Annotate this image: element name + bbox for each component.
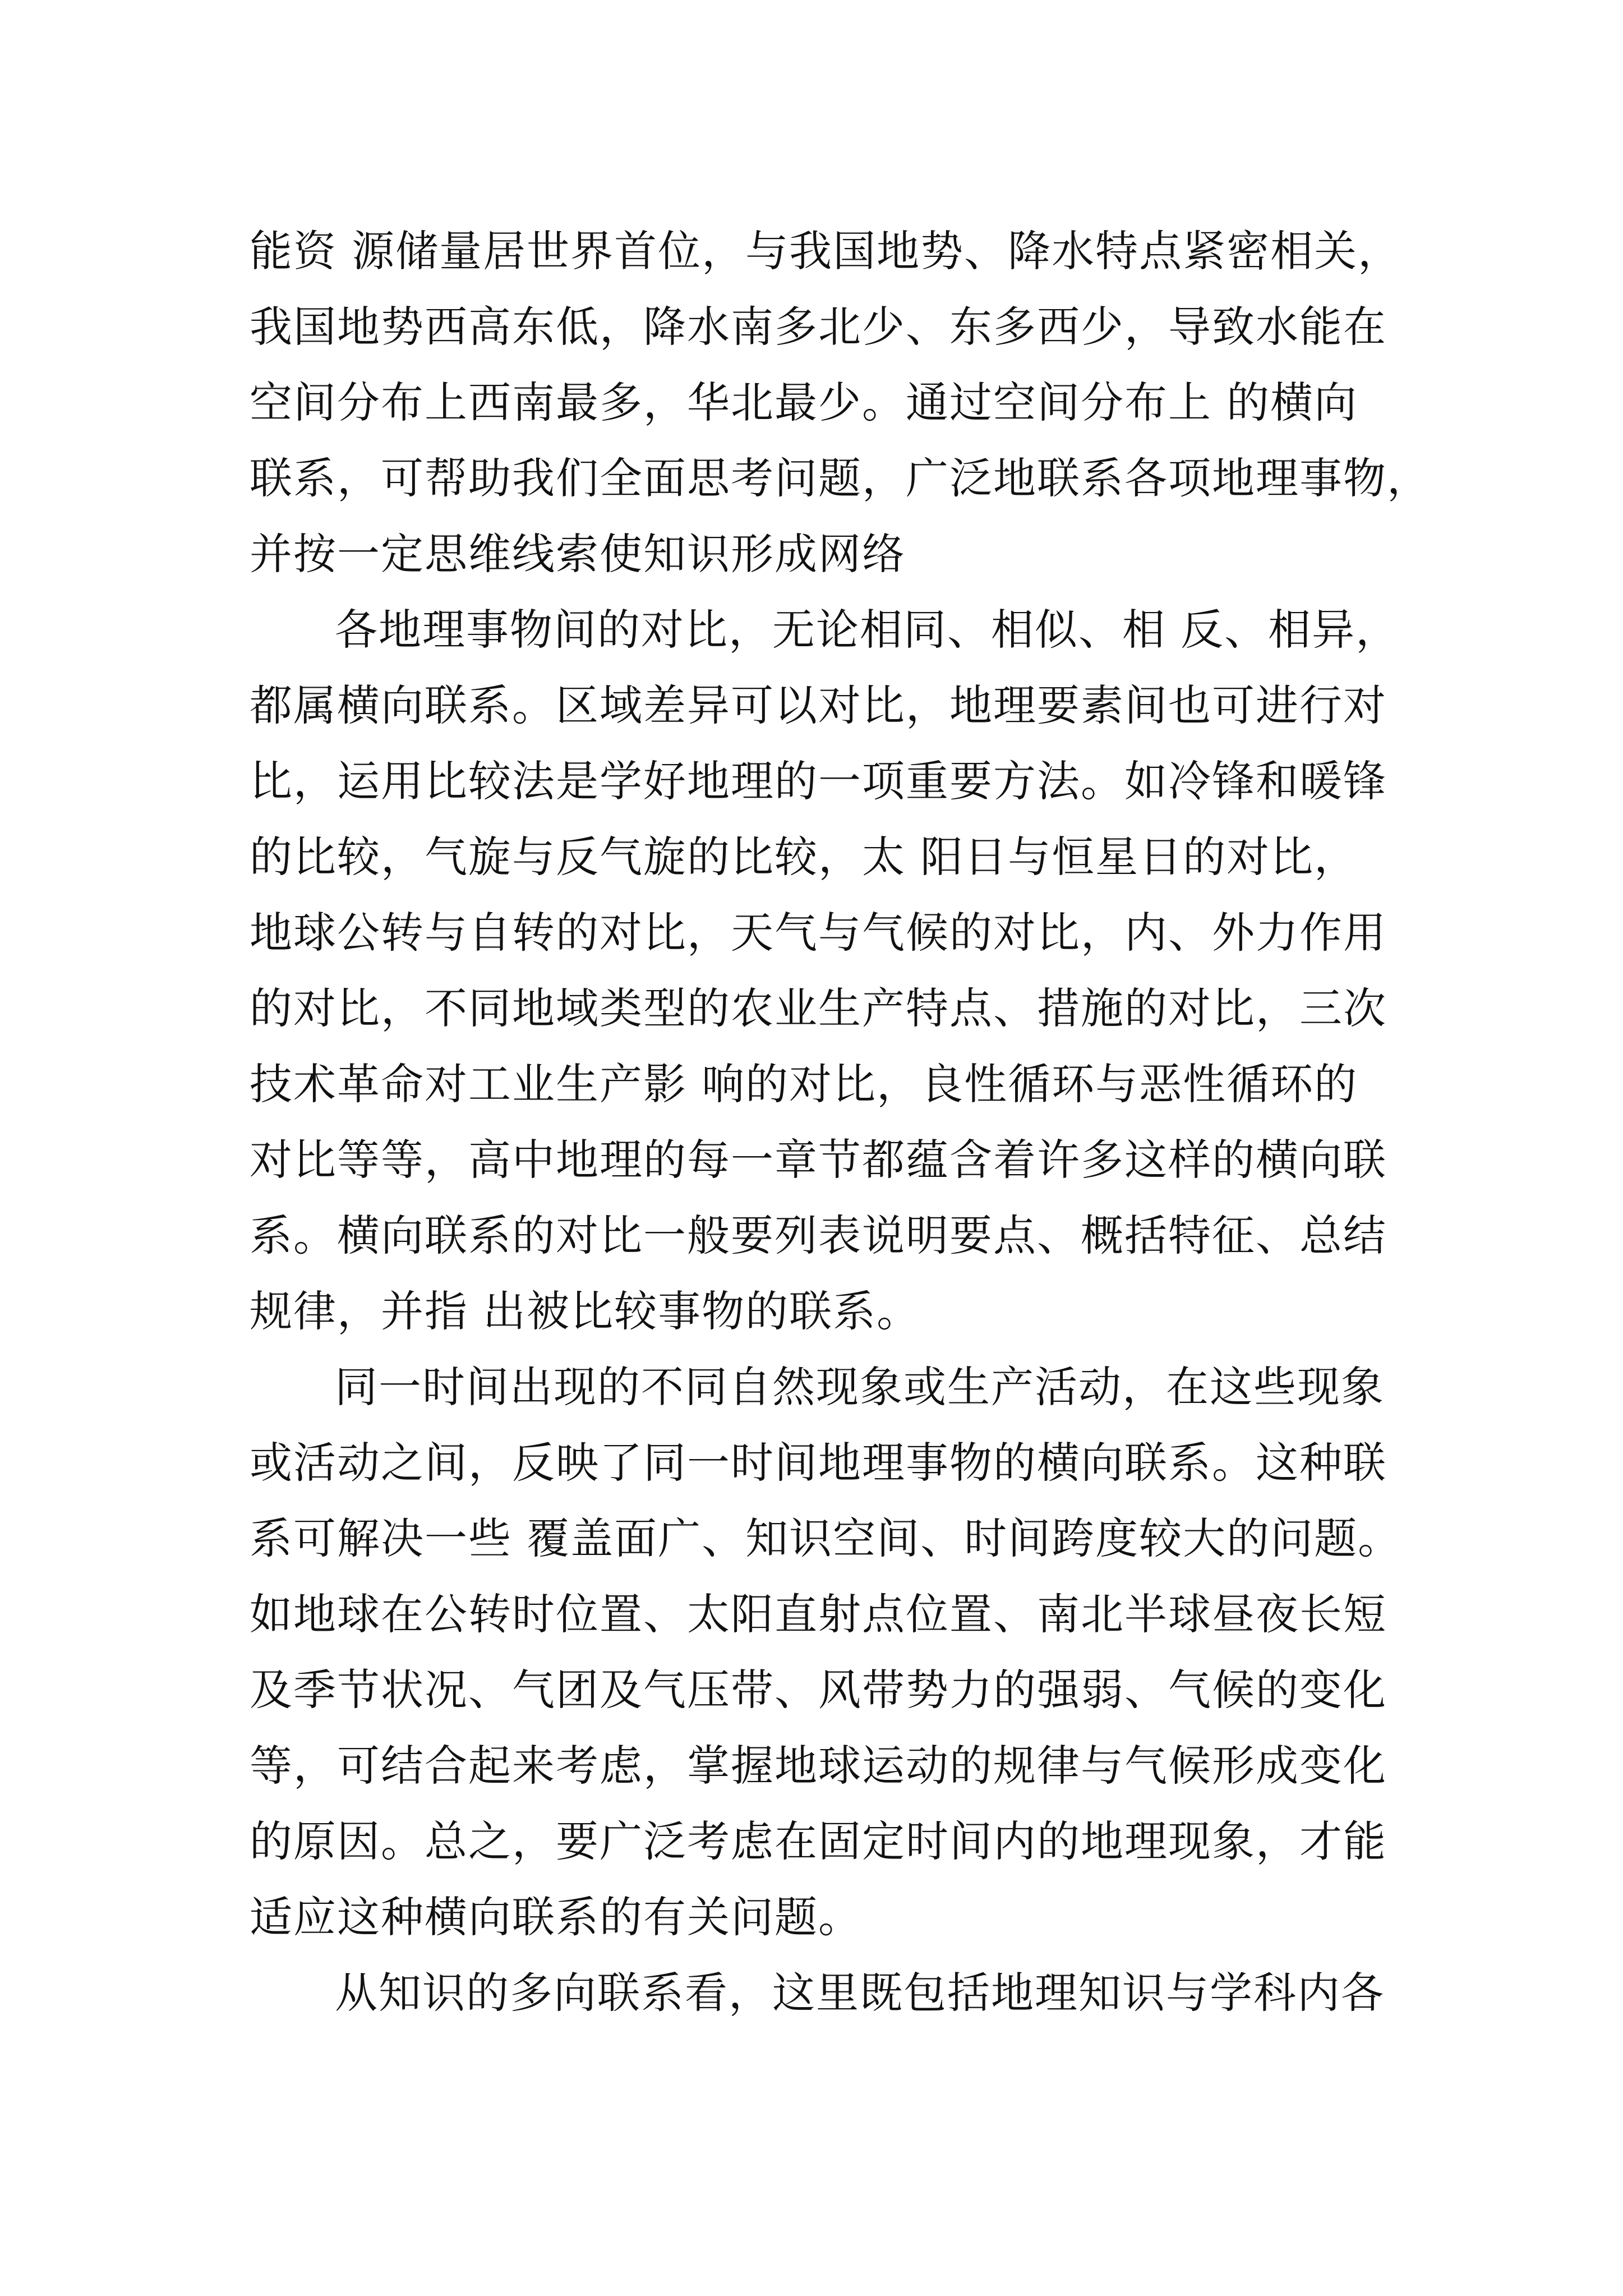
text-line: 联系，可帮助我们全面思考问题，广泛地联系各项地理事物， (250, 453, 1431, 503)
text-line: 及季节状况、气团及气压带、风带势力的强弱、气候的变化 (250, 1665, 1387, 1715)
text-line: 的比较，气旋与反气旋的比较，太 阳日与恒星日的对比， (250, 832, 1358, 882)
text-line: 的原因。总之，要广泛考虑在固定时间内的地理现象，才能 (250, 1816, 1387, 1866)
paragraph-first-line: 各地理事物间的对比，无论相同、相似、相 反、相异， (335, 605, 1400, 655)
text-line: 地球公转与自转的对比，天气与气候的对比，内、外力作用 (250, 908, 1387, 958)
paragraph-first-line: 同一时间出现的不同自然现象或生产活动，在这些现象 (335, 1362, 1385, 1412)
text-line: 系可解决一些 覆盖面广、知识空间、时间跨度较大的问题。 (250, 1513, 1402, 1563)
text-line: 技术革命对工业生产影 响的对比，良性循环与恶性循环的 (250, 1059, 1358, 1109)
text-line: 等，可结合起来考虑，掌握地球运动的规律与气候形成变化 (250, 1741, 1387, 1791)
text-line: 适应这种横向联系的有关问题。 (250, 1892, 862, 1942)
text-line: 或活动之间，反映了同一时间地理事物的横向联系。这种联 (250, 1438, 1387, 1488)
body-text (250, 213, 1431, 2031)
text-line: 比，运用比较法是学好地理的一项重要方法。如冷锋和暖锋 (250, 756, 1387, 806)
text-line: 系。横向联系的对比一般要列表说明要点、概括特征、总结 (250, 1211, 1387, 1260)
paragraph-first-line: 从知识的多向联系看，这里既包括地理知识与学科内各 (335, 1968, 1385, 2018)
text-line: 规律，并指 出被比较事物的联系。 (250, 1286, 921, 1336)
text-line: 并按一定思维线索使知识形成网络 (250, 529, 906, 579)
text-line: 如地球在公转时位置、太阳直射点位置、南北半球昼夜长短 (250, 1589, 1387, 1639)
text-line: 对比等等，高中地理的每一章节都蕴含着许多这样的横向联 (250, 1135, 1387, 1185)
text-line: 都属横向联系。区域差异可以对比，地理要素间也可进行对 (250, 680, 1387, 730)
text-line: 空间分布上西南最多，华北最少。通过空间分布上 的横向 (250, 378, 1358, 427)
text-line: 的对比，不同地域类型的农业生产特点、措施的对比，三次 (250, 983, 1387, 1033)
text-line: 我国地势西高东低，降水南多北少、东多西少，导致水能在 (250, 302, 1387, 352)
text-line: 能资 源储量居世界首位，与我国地势、降水特点紧密相关， (250, 226, 1402, 276)
